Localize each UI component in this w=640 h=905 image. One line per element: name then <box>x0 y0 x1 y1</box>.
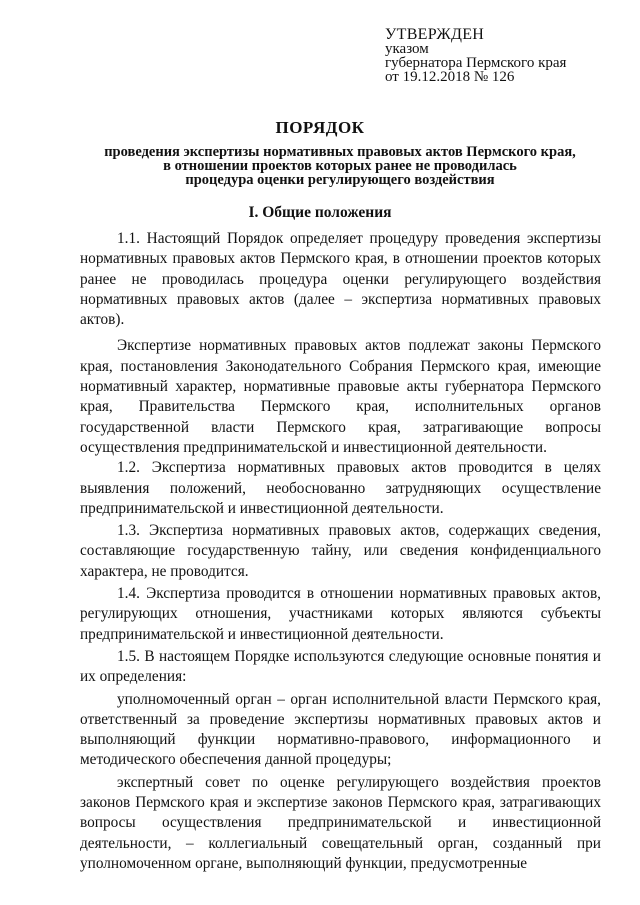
paragraph-1-1: 1.1. Настоящий Порядок определяет процедуру проведения экспертизы нормативных правовых актов Пермского края, в отношении проектов которых ранее не проводилась процедура оценки регулирующего воздействия нормативных правовых актов (далее – экспертиза нормативных правовых актов). <box>80 230 601 329</box>
definition-authorized-body: уполномоченный орган – орган исполнительной власти Пермского края, ответственный за проведение экспертизы нормативных правовых актов и выполняющий функции нормативно-правового, информационного и методического обеспечения данной процедуры; <box>80 690 601 769</box>
approval-line: губернатора Пермского края <box>385 55 567 71</box>
document-title: ПОРЯДОК <box>275 118 365 137</box>
paragraph-1-4: 1.4. Экспертиза проводится в отношении нормативных правовых актов, регулирующих отношения, участниками которых являются субъекты предпринимательской и инвестиционной деятельности. <box>80 585 601 643</box>
approval-line: указом <box>385 41 429 57</box>
subtitle-line: проведения экспертизы нормативных правовых актов Пермского края, <box>104 144 576 160</box>
approval-block <box>385 28 566 84</box>
section-heading: I. Общие положения <box>248 204 392 221</box>
definition-expert-council: экспертный совет по оценке регулирующего воздействия проектов законов Пермского края и экспертизе законов Пермского края, затрагивающих вопросы осуществления предпринимательской и инвестиционной деятельности, – коллегиальный совещательный орган, созданный при уполномоченном органе, выполняющий функции, предусмотренные <box>80 773 601 872</box>
subtitle-line: процедура оценки регулирующего воздействия <box>185 172 495 188</box>
paragraph-1-5: 1.5. В настоящем Порядке используются следующие основные понятия и их определения: <box>80 647 601 686</box>
approval-date-line: от 19.12.2018 № 126 <box>385 69 515 85</box>
paragraph-1-2: 1.2. Экспертиза нормативных правовых актов проводится в целях выявления положений, необоснованно затрудняющих осуществление предпринимательской и инвестиционной деятельности. <box>80 459 601 517</box>
subtitle-line: в отношении проектов которых ранее не проводилась <box>163 158 517 174</box>
approval-stamp: УТВЕРЖДЕН <box>385 26 485 43</box>
document-body <box>80 229 601 874</box>
paragraph-scope: Экспертизе нормативных правовых актов подлежат законы Пермского края, постановления Законодательного Собрания Пермского края, имеющие нормативный характер, нормативные правовые акты губернатора Пермского края, Правительства Пермского края, исполнительных органов государственной власти Пермского края, затрагивающие вопросы осуществления предпринимательской и инвестиционной деятельности. <box>80 337 601 456</box>
paragraph-1-3: 1.3. Экспертиза нормативных правовых актов, содержащих сведения, составляющие государственную тайну, или сведения конфиденциального характера, не проводится. <box>80 522 601 580</box>
document-subtitle <box>60 145 620 187</box>
